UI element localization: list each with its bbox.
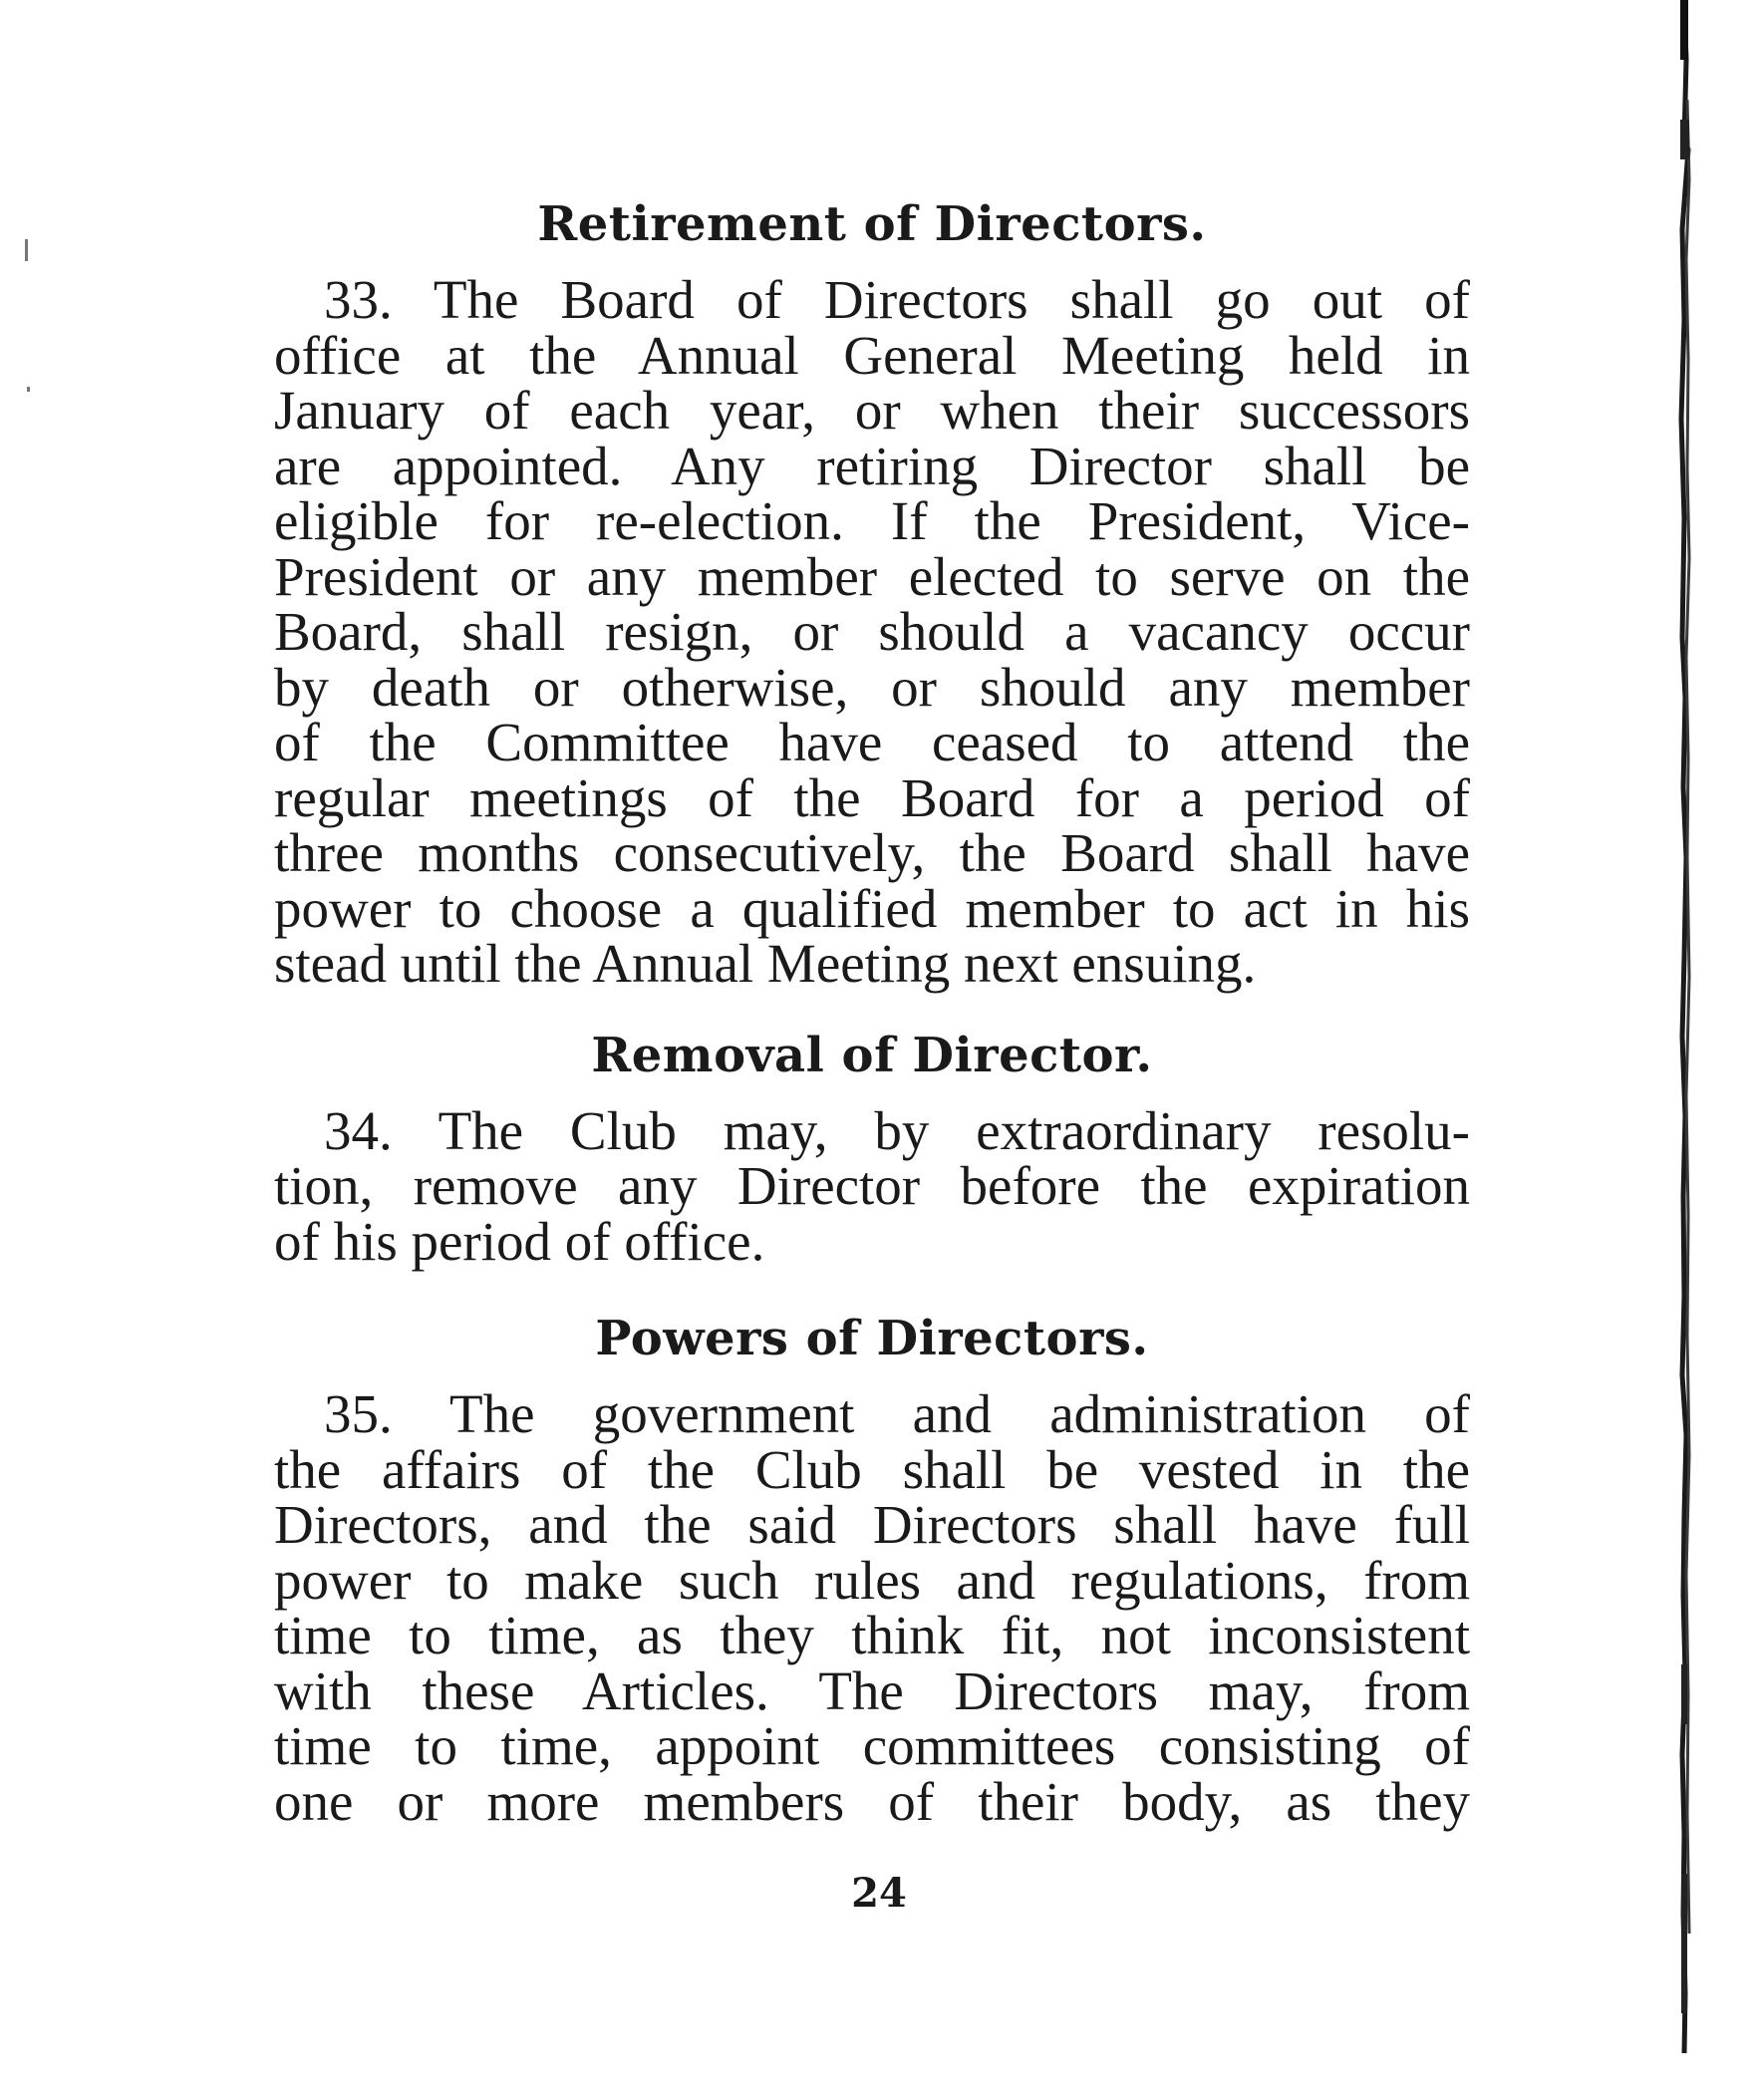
text-line: Board, shall resign, or should a vacancy occur [274, 601, 1470, 662]
text-line: with these Articles. The Directors may, from [274, 1659, 1470, 1721]
page-number: 24 [851, 1870, 907, 1917]
text-line: regular meetings of the Board for a period of [274, 766, 1470, 828]
text-line: 33. The Board of Directors shall go out of [324, 269, 1470, 330]
article-text-block [274, 194, 1470, 1832]
text-line: of the Committee have ceased to attend the [274, 712, 1470, 772]
text-line: one or more members of their body, as they [274, 1770, 1470, 1832]
text-line: time to time, as they think fit, not inconsistent [274, 1605, 1470, 1665]
text-line: eligible for re-election. If the President, Vice- [274, 490, 1470, 551]
section-heading-powers: Powers of Directors. [595, 1311, 1149, 1366]
text-line: stead until the Annual Meeting next ensuing. [274, 933, 1257, 994]
text-line: 34. The Club may, by extraordinary resolu- [324, 1099, 1470, 1161]
article-34 [274, 1099, 1470, 1272]
text-line: time to time, appoint committees consisting of [274, 1715, 1470, 1776]
margin-dot-mark [25, 239, 28, 261]
text-line: three months consecutively, the Board shall have [274, 822, 1470, 883]
text-line: Directors, and the said Directors shall have full [274, 1494, 1470, 1555]
text-line: office at the Annual General Meeting held in [274, 324, 1470, 386]
article-33 [274, 269, 1470, 994]
binding-edge-shadow [1662, 0, 1702, 2063]
article-35 [274, 1383, 1470, 1832]
text-line: 35. The government and administration of [324, 1383, 1470, 1444]
text-line: power to make such rules and regulations, from [274, 1549, 1470, 1611]
text-line: tion, remove any Director before the expiration [274, 1155, 1470, 1216]
text-line: of his period of office. [274, 1210, 765, 1272]
text-line: January of each year, or when their successors [274, 380, 1470, 441]
text-line: the affairs of the Club shall be vested in the [274, 1438, 1470, 1500]
text-line: are appointed. Any retiring Director shall be [274, 435, 1470, 496]
section-heading-retirement: Retirement of Directors. [537, 196, 1207, 252]
section-heading-removal: Removal of Director. [591, 1027, 1153, 1083]
margin-dot-mark [27, 387, 30, 392]
text-line: by death or otherwise, or should any member [274, 656, 1470, 718]
text-line: President or any member elected to serve on the [274, 545, 1470, 607]
text-line: power to choose a qualified member to act in his [274, 877, 1470, 939]
